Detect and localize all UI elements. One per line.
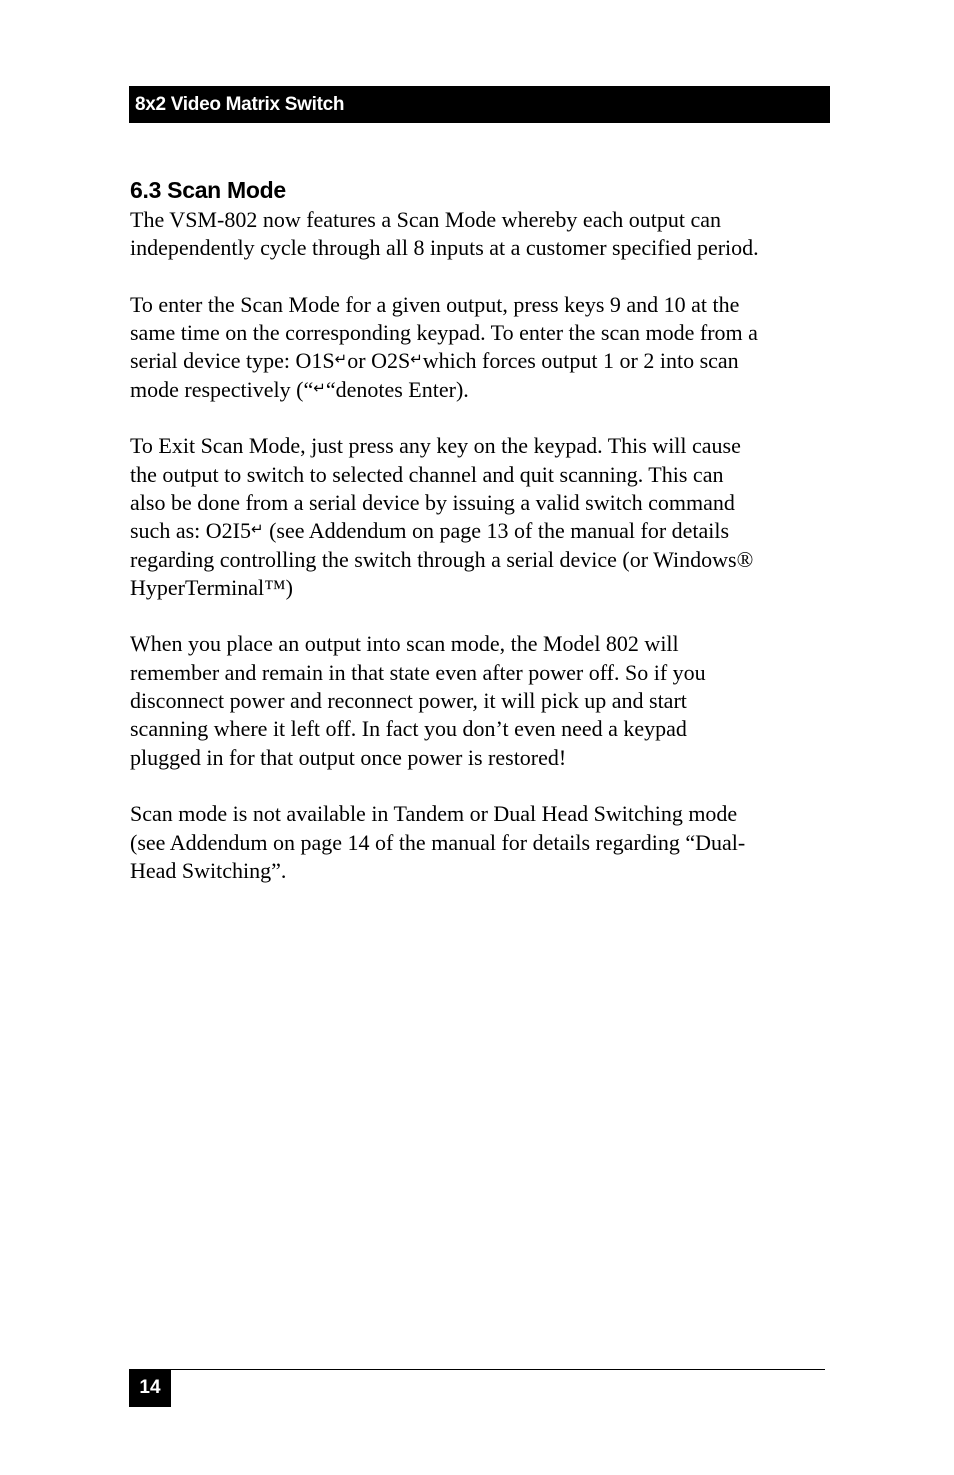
text-segment: which forces output 1 or 2 into scan [422, 348, 739, 374]
paragraph-availability-note [130, 800, 835, 885]
text-line: same time on the corresponding keypad. To enter the scan mode from a [130, 320, 758, 346]
text-line: When you place an output into scan mode, the Model 802 will [130, 631, 679, 657]
text-line: Scan mode is not available in Tandem or Dual Head Switching mode [130, 801, 738, 827]
enter-key-icon: ↵ [313, 378, 326, 397]
text-line: To Exit Scan Mode, just press any key on the keypad. This will cause [130, 433, 741, 459]
text-line: The VSM-802 now features a Scan Mode whereby each output can [130, 207, 721, 232]
paragraph-scan-mode-intro [130, 206, 835, 263]
text-line: disconnect power and reconnect power, it will pick up and start [130, 688, 687, 714]
text-line: Head Switching”. [130, 857, 287, 883]
text-line: (see Addendum on page 14 of the manual for details regarding “Dual- [130, 829, 746, 855]
text-segment: “denotes Enter). [325, 376, 469, 402]
text-line [130, 347, 835, 375]
text-segment: or O2S [347, 348, 411, 374]
text-line: regarding controlling the switch through a serial device (or Windows® [130, 546, 754, 572]
enter-key-icon: ↵ [410, 350, 423, 369]
text-line [130, 517, 835, 545]
page-number: 14 [129, 1369, 171, 1407]
text-line: To enter the Scan Mode for a given output, press keys 9 and 10 at the [130, 291, 740, 317]
text-line: the output to switch to selected channel and quit scanning. This can [130, 461, 724, 487]
footer-divider [129, 1369, 825, 1370]
text-segment: serial device type: O1S [130, 348, 335, 374]
text-line: scanning where it left off. In fact you don’t even need a keypad [130, 716, 687, 742]
paragraph-power-memory [130, 630, 835, 771]
text-segment: such as: O2I5 [130, 518, 251, 544]
body-text [130, 206, 835, 913]
text-segment: (see Addendum on page 13 of the manual for details [263, 518, 730, 544]
section-title: 6.3 Scan Mode [130, 177, 286, 203]
paragraph-exit-scan-mode [130, 432, 835, 602]
text-line: remember and remain in that state even after power off. So if you [130, 659, 706, 685]
text-line: also be done from a serial device by issuing a valid switch command [130, 489, 735, 515]
text-segment: mode respectively (“ [130, 376, 314, 402]
text-line: plugged in for that output once power is restored! [130, 744, 567, 770]
text-line: independently cycle through all 8 inputs at a customer specified period. [130, 235, 759, 261]
text-line [130, 376, 835, 404]
text-line: HyperTerminal™) [130, 574, 293, 600]
enter-key-icon: ↵ [250, 520, 264, 539]
enter-key-icon: ↵ [334, 350, 348, 369]
paragraph-enter-scan-mode [130, 291, 835, 404]
running-header: 8x2 Video Matrix Switch [129, 86, 830, 123]
